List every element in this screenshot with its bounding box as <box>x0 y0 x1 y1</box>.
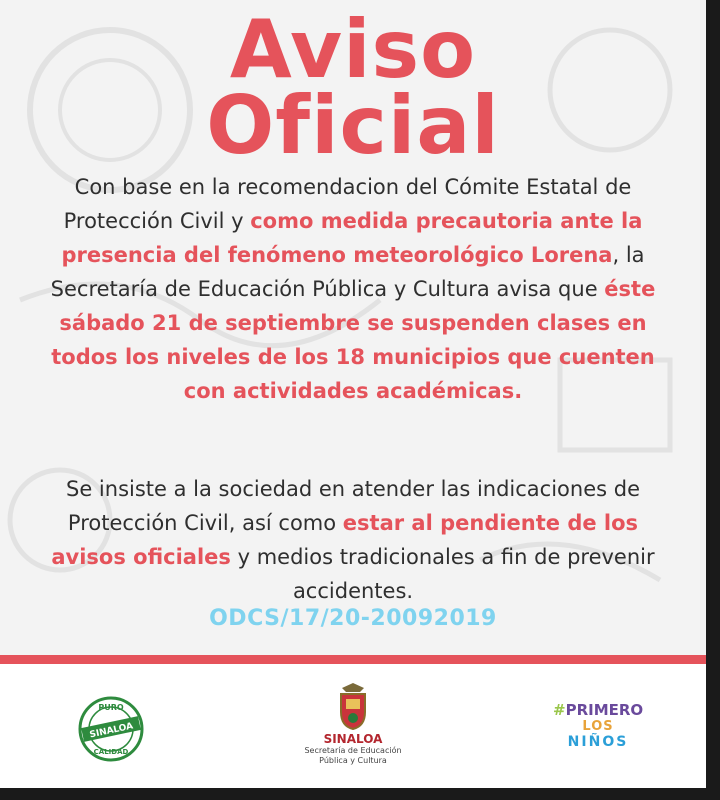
state-coat-of-arms-icon <box>336 682 370 730</box>
paragraph-1-highlight-1: como medida precautoria ante la presencia del fenómeno meteorológico Lorena <box>61 209 643 267</box>
state-name: SINALOA <box>323 732 383 746</box>
paragraph-2-text-1: Se insiste a la sociedad en atender las indicaciones de Protección Civil, así como <box>66 477 640 535</box>
hashtag-symbol: # <box>553 701 566 719</box>
calidad-text: CALIDAD <box>93 748 129 756</box>
footer-divider <box>0 655 706 664</box>
department-line-2: Pública y Cultura <box>319 756 387 765</box>
puro-text: PURO <box>98 703 124 712</box>
paragraph-2-text-2: y medios tradicionales a fin de prevenir accidentes. <box>230 545 655 603</box>
department-line-1: Secretaría de Educación <box>304 746 402 755</box>
paragraph-1-highlight-2: éste sábado 21 de septiembre se suspenden clases en todos los niveles de los 18 municipios que cuenten con actividades académicas. <box>51 277 656 403</box>
primero-text: PRIMERO <box>565 701 644 719</box>
paragraph-1-text-2: , la Secretaría de Educación Pública y Cultura avisa que <box>50 243 645 301</box>
ninos-text: NIÑOS <box>567 734 629 750</box>
sinaloa-government-logo <box>303 682 403 782</box>
los-text: LOS <box>582 719 614 734</box>
title-line-2: Oficial <box>206 79 500 172</box>
paragraph-1-text-1: Con base en la recomendacion del Cómite Estatal de Protección Civil y <box>63 175 632 233</box>
reference-code: ODCS/17/20-20092019 <box>209 606 497 631</box>
notice-paragraph-1 <box>28 170 678 408</box>
puro-sinaloa-logo <box>78 696 144 762</box>
footer-logos <box>0 664 706 788</box>
title-line-1: Aviso <box>229 3 477 96</box>
primero-los-ninos-logo <box>553 700 643 764</box>
notice-paragraph-2 <box>28 472 678 608</box>
paragraph-2-highlight-1: estar al pendiente de los avisos oficiales <box>51 511 639 569</box>
sinaloa-text: SINALOA <box>88 721 135 741</box>
